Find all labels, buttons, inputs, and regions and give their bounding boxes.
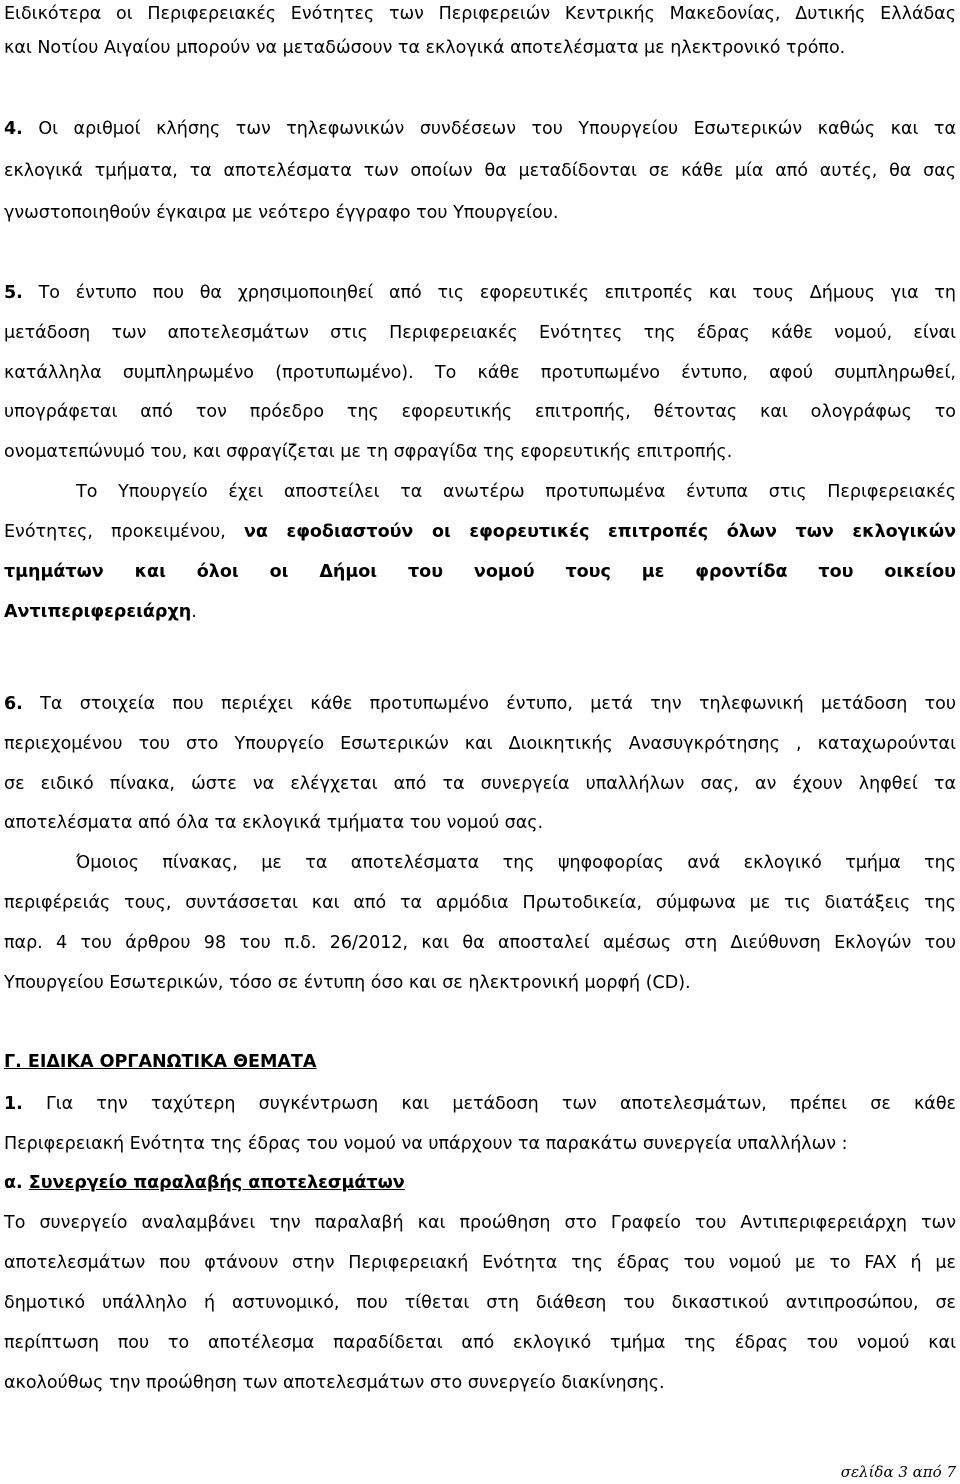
item-6-line-3: σε ειδικό πίνακα, ώστε να ελέγχεται από τα συνεργεία υπαλλήλων σας, αν έχουν ληφθεί τα xyxy=(4,774,956,794)
item-5-number: 5. xyxy=(4,283,23,303)
item-6-line-2: περιεχομένου του στο Υπουργείο Εσωτερικών και Διοικητικής Ανασυγκρότησης , καταχωρούνται xyxy=(4,734,956,754)
intro-line-1: Ειδικότερα οι Περιφερειακές Ενότητες των Περιφερειών Κεντρικής Μακεδονίας, Δυτικής Ελλάδας xyxy=(4,4,956,24)
item-5-line-9-end: . xyxy=(191,602,197,622)
item-5-line-9-bold: Αντιπεριφερειάρχη xyxy=(4,602,192,622)
item-6-line-6: περιφέρειάς τους, συντάσσεται και από τα αρμόδια Πρωτοδικεία, σύμφωνα με τις διατάξεις της xyxy=(4,893,956,913)
item-4-line-2: εκλογικά τμήματα, τα αποτελέσματα των οποίων θα μεταδίδονται σε κάθε μία από αυτές, θα σας xyxy=(4,161,956,181)
item-5-line-4: υπογράφεται από τον πρόεδρο της εφορευτικής επιτροπής, θέτοντας και ολογράφως το xyxy=(4,402,956,422)
section-item-1-number: 1. xyxy=(4,1094,23,1114)
document-page xyxy=(4,0,956,1484)
item-5-line-8: τμημάτων και όλοι οι Δήμοι του νομού τους με φροντίδα του οικείου xyxy=(4,562,956,582)
subsection-a-line-5: ακολούθως την προώθηση των αποτελεσμάτων στο συνεργείο διακίνησης. xyxy=(4,1373,665,1393)
item-4-line-3: γνωστοποιηθούν έγκαιρα με νεότερο έγγραφο του Υπουργείου. xyxy=(4,203,559,223)
item-6-line-5: Όμοιος πίνακας, με τα αποτελέσματα της ψηφοφορίας ανά εκλογικό τμήμα της xyxy=(76,853,956,873)
item-6-line-4: αποτελέσματα από όλα τα εκλογικά τμήματα του νομού σας. xyxy=(4,813,544,833)
item-5-line-7 xyxy=(4,520,956,544)
section-item-1-line-1 xyxy=(4,1092,956,1116)
subsection-a-line-1: Το συνεργείο αναλαμβάνει την παραλαβή και προώθηση στο Γραφείο του Αντιπεριφερειάρχη των xyxy=(4,1213,956,1233)
section-item-1-text: Για την ταχύτερη συγκέντρωση και μετάδοση των αποτελεσμάτων, πρέπει σε κάθε xyxy=(22,1094,956,1114)
item-6-number: 6. xyxy=(4,694,23,714)
subsection-a-line-2: αποτελεσμάτων που φτάνουν στην Περιφερειακή Ενότητα της έδρας του νομού με το FAX ή με xyxy=(4,1253,956,1273)
item-4-number: 4. xyxy=(4,119,23,139)
subsection-a-heading xyxy=(4,1171,956,1195)
item-5-line-2: μετάδοση των αποτελεσμάτων στις Περιφερειακές Ενότητες της έδρας κάθε νομού, είναι xyxy=(4,323,956,343)
intro-line-2: και Νοτίου Αιγαίου μπορούν να μεταδώσουν τα εκλογικά αποτελέσματα με ηλεκτρονικό τρόπο. xyxy=(4,38,846,58)
item-6-line-7: παρ. 4 του άρθρου 98 του π.δ. 26/2012, και θα αποσταλεί αμέσως στη Διεύθυνση Εκλογών του xyxy=(4,933,956,953)
item-5-text: Το έντυπο που θα χρησιμοποιηθεί από τις εφορευτικές επιτροπές και τους Δήμους για τη xyxy=(22,283,956,303)
subsection-a-label: α. xyxy=(4,1173,23,1193)
subsection-a-title: Συνεργείο παραλαβής αποτελεσμάτων xyxy=(28,1173,405,1193)
item-5-line-1 xyxy=(4,281,956,305)
item-6-text: Τα στοιχεία που περιέχει κάθε προτυπωμένο έντυπο, μετά την τηλεφωνική μετάδοση του xyxy=(22,694,956,714)
section-heading: Γ. ΕΙΔΙΚΑ ΟΡΓΑΝΩΤΙΚΑ ΘΕΜΑΤΑ xyxy=(4,1052,317,1072)
item-5-line-5: ονοματεπώνυμό του, και σφραγίζεται με τη σφραγίδα της εφορευτικής επιτροπής. xyxy=(4,442,733,462)
item-5-line-7-plain: Ενότητες, προκειμένου, xyxy=(4,522,244,542)
page-number: σελίδα 3 από 7 xyxy=(840,1463,956,1481)
item-5-line-3: κατάλληλα συμπληρωμένο (προτυπωμένο). Το κάθε προτυπωμένο έντυπο, αφού συμπληρωθεί, xyxy=(4,363,956,383)
section-item-1-line-2: Περιφερειακή Ενότητα της έδρας του νομού να υπάρχουν τα παρακάτω συνεργεία υπαλλήλων : xyxy=(4,1134,848,1154)
item-4-text: Οι αριθμοί κλήσης των τηλεφωνικών συνδέσεων του Υπουργείου Εσωτερικών καθώς και τα xyxy=(22,119,956,139)
item-6-line-1 xyxy=(4,692,956,716)
item-4-line-1 xyxy=(4,117,956,141)
item-5-line-9 xyxy=(4,600,956,624)
item-5-line-7-bold: να εφοδιαστούν οι εφορευτικές επιτροπές όλων των εκλογικών xyxy=(243,522,956,542)
item-5-line-6: Το Υπουργείο έχει αποστείλει τα ανωτέρω προτυπωμένα έντυπα στις Περιφερειακές xyxy=(76,482,956,502)
subsection-a-line-4: περίπτωση που το αποτέλεσμα παραδίδεται από εκλογικό τμήμα της έδρας του νομού και xyxy=(4,1333,956,1353)
subsection-a-line-3: δημοτικό υπάλληλο ή αστυνομικό, που τίθεται στη διάθεση του δικαστικού αντιπροσώπου, σε xyxy=(4,1293,956,1313)
item-6-line-8: Υπουργείου Εσωτερικών, τόσο σε έντυπη όσο και σε ηλεκτρονική μορφή (CD). xyxy=(4,973,691,993)
